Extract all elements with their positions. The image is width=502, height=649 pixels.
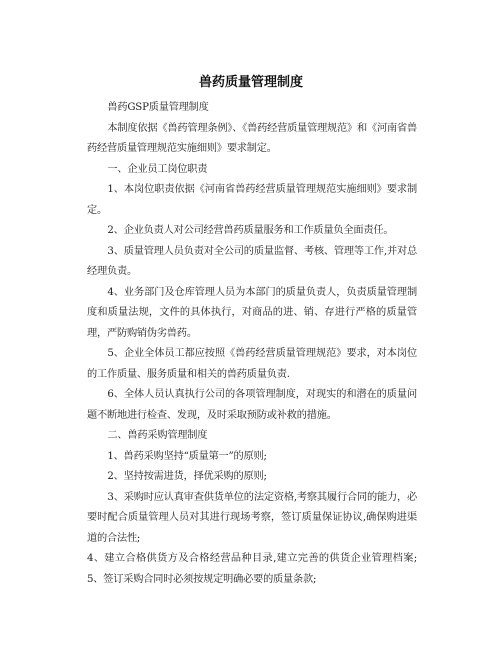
list-item: 4、建立合格供货方及合格经营品种目录,建立完善的供货企业管理档案; 5、签订采购合同时必须按规定明确必要的质量条款; [87, 553, 417, 585]
section-heading-2: 二、兽药采购管理制度 [107, 430, 208, 441]
document-title: 兽药质量管理制度 [198, 75, 303, 90]
document-body [87, 98, 417, 590]
doc-subtitle: 兽药GSP质量管理制度 [107, 102, 209, 113]
list-item: 1、兽药采购坚持“质量第一”的原则; [107, 450, 267, 462]
list-item: 3、质量管理人员负责对全公司的质量监督、考核、管理等工作,并对总经理负责。 [87, 245, 417, 277]
list-item: 2、企业负责人对公司经营兽药质量服务和工作质量负全面责任。 [107, 225, 394, 236]
list-item: 4、业务部门及仓库管理人员为本部门的质量负责人，负责质量管理制度和质量法规，文件的具体执行，对商品的进、销、存进行严格的质量管理，严防购销伪劣兽药。 [87, 286, 417, 339]
section-heading-1: 一、企业员工岗位职责 [107, 163, 208, 175]
list-item: 6、全体人员认真执行公司的各项管理制度，对现实的和潜在的质量问题不断地进行检查、发现，及时采取预防或补救的措施。 [87, 389, 417, 421]
list-item: 3、采购时应认真审查供货单位的法定资格,考察其履行合同的能力，必要时配合质量管理人员对其进行现场考察，签订质量保证协议,确保购进渠道的合法性; [87, 491, 417, 544]
list-item: 1、本岗位职责依据《河南省兽药经营质量管理规范实施细则》要求制定。 [87, 184, 417, 216]
intro-paragraph: 本制度依据《兽药管理条例》、《兽药经营质量管理规范》和《河南省兽药经营质量管理规范实施细则》要求制定。 [87, 122, 417, 154]
list-item: 5、企业全体员工都应按照《兽药经营质量管理规范》要求，对本岗位的工作质量、服务质量和相关的兽药质量负责. [87, 348, 417, 380]
list-item: 2、坚持按需进货，择优采购的原则; [107, 471, 267, 482]
